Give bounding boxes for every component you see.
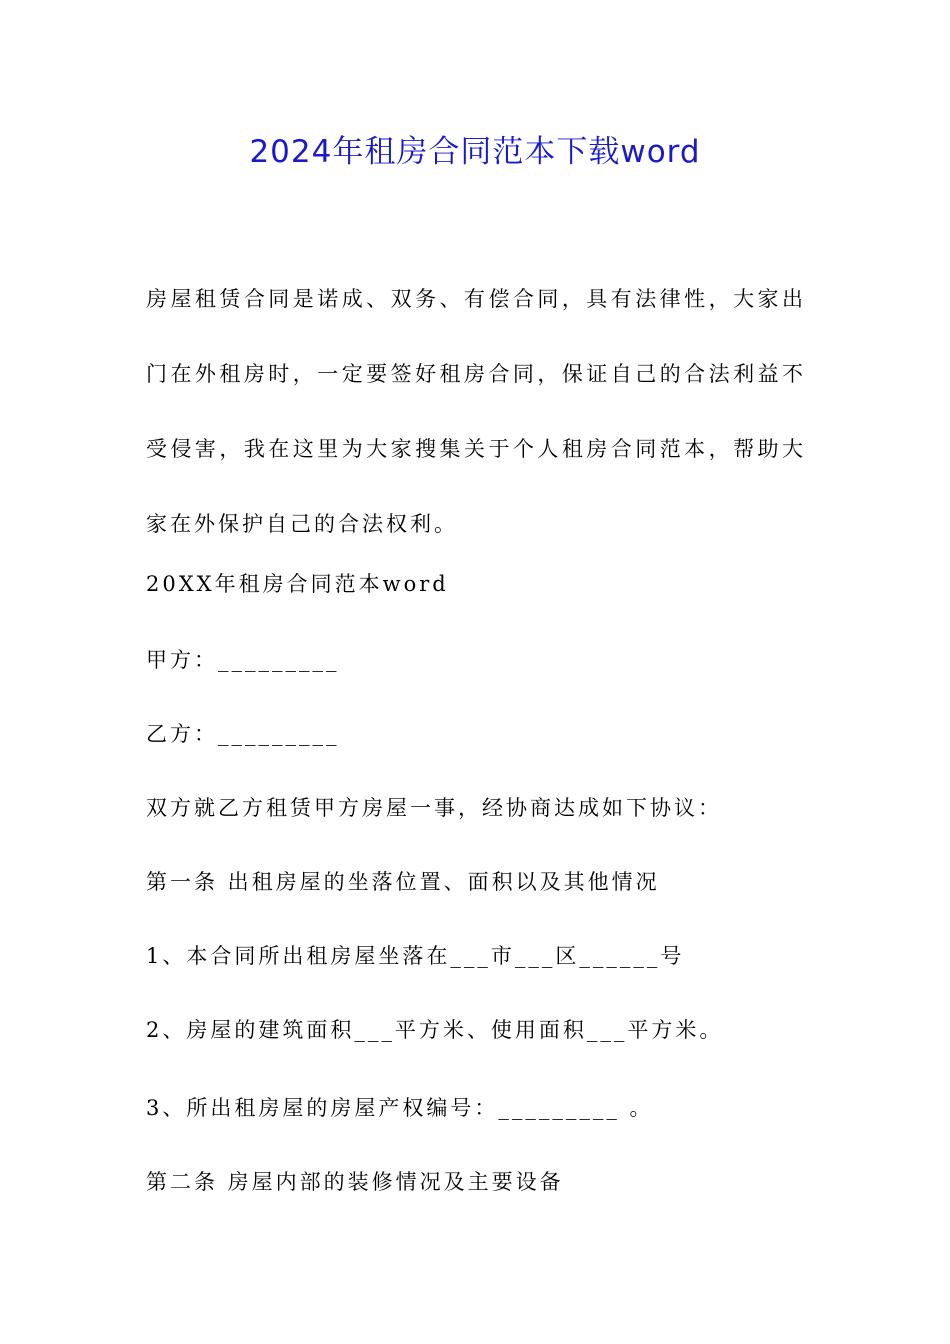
subtitle-line: 20XX年租房合同范本word — [146, 572, 449, 596]
clause-2-line: 2、房屋的建筑面积___平方米、使用面积___平方米。 — [146, 1018, 724, 1042]
party-b-line: 乙方：_________ — [146, 722, 340, 746]
article-two-heading: 第二条 房屋内部的装修情况及主要设备 — [146, 1170, 564, 1194]
clause-3-line: 3、所出租房屋的房屋产权编号：_________ 。 — [146, 1096, 654, 1120]
article-one-heading: 第一条 出租房屋的坐落位置、面积以及其他情况 — [146, 870, 660, 894]
party-a-line: 甲方：_________ — [146, 648, 340, 672]
document-title: 2024年租房合同范本下载word — [249, 134, 701, 170]
clause-1-line: 1、本合同所出租房屋坐落在___市___区______号 — [146, 944, 685, 968]
agreement-line: 双方就乙方租赁甲方房屋一事，经协商达成如下协议： — [146, 796, 722, 820]
intro-paragraph: 房屋租赁合同是诺成、双务、有偿合同，具有法律性，大家出门在外租房时，一定要签好租房合同，保证自己的合法利益不受侵害，我在这里为大家搜集关于个人租房合同范本，帮助大家在外保护自己的合法权利。 — [146, 287, 806, 536]
